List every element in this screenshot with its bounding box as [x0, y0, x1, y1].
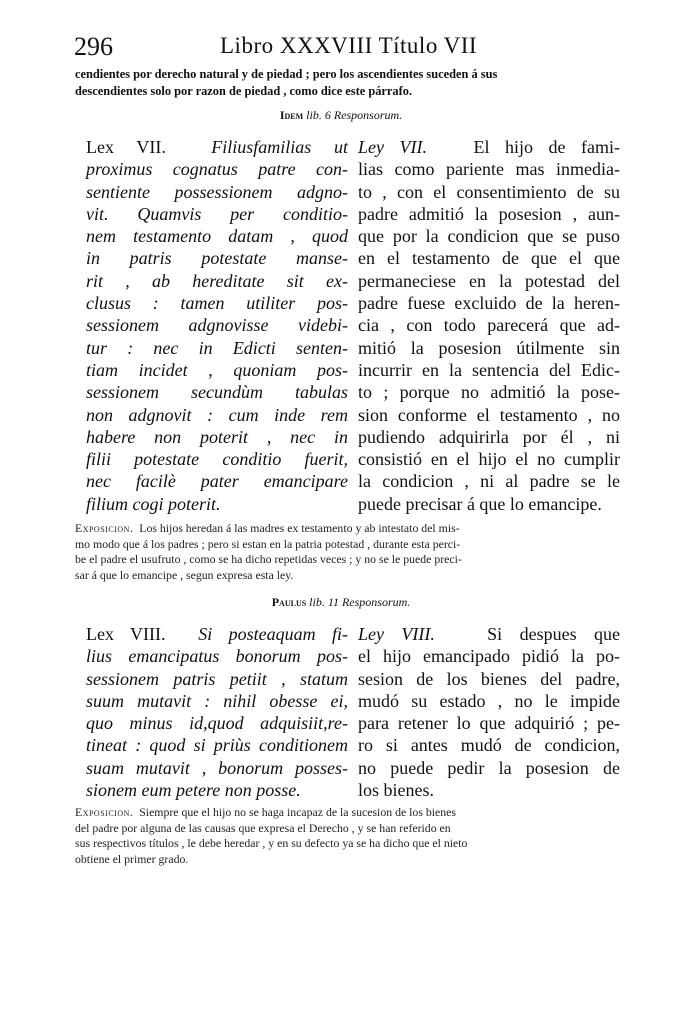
exposition-line: be el padre el usufruto , como se ha dicho repetidas veces ; y no se le puede preci- — [75, 552, 462, 567]
spanish-line: to , con el consentimiento de su — [358, 181, 620, 202]
latin-line: vit. Quamvis per conditio- — [86, 203, 348, 224]
intro-line: cendientes por derecho natural y de piedad ; pero los ascendientes suceden á sus — [75, 67, 498, 81]
law8-latin-column — [86, 623, 348, 801]
page-header — [70, 32, 618, 64]
law7-latin-heading: Lex VII. — [86, 137, 166, 157]
latin-line: nem testamento datam , quod — [86, 226, 348, 247]
exposition-line: mo modo que á los padres ; pero si estan en la patria potestad , durante esta perci- — [75, 536, 461, 551]
latin-line: sionem eum petere non posse. — [86, 780, 301, 801]
latin-line: tineat : quod si priùs conditionem — [86, 735, 348, 756]
spanish-line: to ; porque no admitió la pose- — [358, 382, 620, 403]
source-author: Idem — [279, 108, 304, 122]
latin-line: Filiusfamilias ut — [211, 137, 348, 157]
exposition-label: Exposicion. — [75, 805, 134, 819]
latin-line: sessionem secundùm tabulas — [86, 382, 348, 403]
spanish-line: permaneciese en la potestad del — [358, 270, 620, 291]
latin-line: sentiente possessionem adgno- — [86, 181, 348, 202]
source-reference: lib. 11 Responsorum. — [309, 595, 411, 609]
latin-line: in patris potestate manse- — [86, 248, 348, 269]
spanish-line: consistió en el hijo el no cumplir — [358, 449, 620, 470]
source-author: Paulus — [271, 595, 307, 609]
latin-line: non adgnovit : cum inde rem — [86, 404, 348, 425]
exposition-line: sar á que lo emancipe , segun expresa esta ley. — [75, 567, 294, 582]
exposition-1 — [75, 521, 615, 583]
spanish-line: para retener lo que adquirió ; pe- — [358, 713, 620, 734]
spanish-line: los bienes. — [358, 780, 434, 801]
law8-latin-heading: Lex VIII. — [86, 624, 166, 644]
latin-line: tiam incidet , quoniam pos- — [86, 359, 348, 380]
exposition-2 — [75, 805, 615, 867]
latin-line: suum mutavit : nihil obesse ei, — [86, 690, 348, 711]
spanish-line: cia , con todo parecerá que ad- — [358, 315, 620, 336]
intro-paragraph — [75, 66, 615, 100]
latin-line: sessionem patris petiit , statum — [86, 668, 348, 689]
latin-line: lius emancipatus bonorum pos- — [86, 646, 348, 667]
exposition-line: sus respectivos títulos , le debe heredar , y en su defecto ya se ha dicho que el nieto — [75, 836, 468, 851]
latin-line: filii potestate conditio fuerit, — [86, 449, 348, 470]
latin-line: proximus cognatus patre con- — [86, 159, 348, 180]
spanish-line: sesion de los bienes del padre, — [358, 668, 620, 689]
latin-line: tur : nec in Edicti senten- — [86, 337, 348, 358]
spanish-line: no puede pedir la posesion de — [358, 757, 620, 778]
spanish-line: El hijo de fami- — [473, 137, 621, 157]
spanish-line: padre admitió la posesion , aun- — [358, 203, 620, 224]
law8-spanish-heading: Ley VIII. — [358, 624, 435, 644]
latin-line: habere non poterit , nec in — [86, 426, 348, 447]
latin-line: suam mutavit , bonorum posses- — [86, 757, 348, 778]
law7-spanish-heading: Ley VII. — [358, 137, 427, 157]
exposition-line: Siempre que el hijo no se haga incapaz de la sucesion de los bienes — [139, 805, 457, 819]
spanish-line: padre fuese excluido de la heren- — [358, 293, 620, 314]
latin-line: Si posteaquam fi- — [198, 624, 349, 644]
law7-latin-column — [86, 136, 348, 515]
spanish-line: que por la condicion que se puso — [358, 226, 620, 247]
intro-line: descendientes solo por razon de piedad , como dice este párrafo. — [75, 84, 413, 98]
exposition-line: Los hijos heredan á las madres ex testamento y ab intestato del mis- — [139, 521, 460, 535]
spanish-line: el hijo emancipado pidió la po- — [358, 646, 620, 667]
spanish-line: puede precisar á que lo emancipe. — [358, 493, 602, 514]
source-reference: lib. 6 Responsorum. — [306, 108, 403, 122]
latin-line: filium cogi poterit. — [86, 493, 221, 514]
exposition-line: obtiene el primer grado. — [75, 851, 189, 866]
spanish-line: lias como pariente mas inmedia- — [358, 159, 620, 180]
source-citation-2 — [0, 595, 682, 610]
latin-line: rit , ab hereditate sit ex- — [86, 270, 348, 291]
latin-line: clusus : tamen utiliter pos- — [86, 293, 348, 314]
spanish-line: pudiendo adquirirla por él , ni — [358, 426, 620, 447]
source-citation-1 — [0, 108, 682, 123]
latin-line: quo minus id,quod adquisiit,re- — [86, 713, 348, 734]
spanish-line: la condicion , ni al padre se le — [358, 471, 620, 492]
page-number: 296 — [74, 32, 113, 61]
exposition-line: del padre por alguna de las causas que expresa el Derecho , y se han referido en — [75, 820, 451, 835]
latin-line: nec facilè pater emancipare — [86, 471, 348, 492]
spanish-line: incurrir en la sentencia del Edic- — [358, 359, 620, 380]
law8-spanish-column — [358, 623, 620, 801]
latin-line: sessionem adgnovisse videbi- — [86, 315, 348, 336]
spanish-line: sion conforme el testamento , no — [358, 404, 620, 425]
spanish-line: mudó su estado , no le impide — [358, 690, 620, 711]
spanish-line: ro si antes mudó de condicion, — [358, 735, 620, 756]
running-title: Libro XXXVIII Título VII — [220, 33, 478, 58]
law7-spanish-column — [358, 136, 620, 515]
spanish-line: Si despues que — [487, 624, 620, 644]
spanish-line: mitió la posesion útilmente sin — [358, 337, 620, 358]
spanish-line: en el testamento de que el que — [358, 248, 620, 269]
exposition-label: Exposicion. — [75, 521, 134, 535]
